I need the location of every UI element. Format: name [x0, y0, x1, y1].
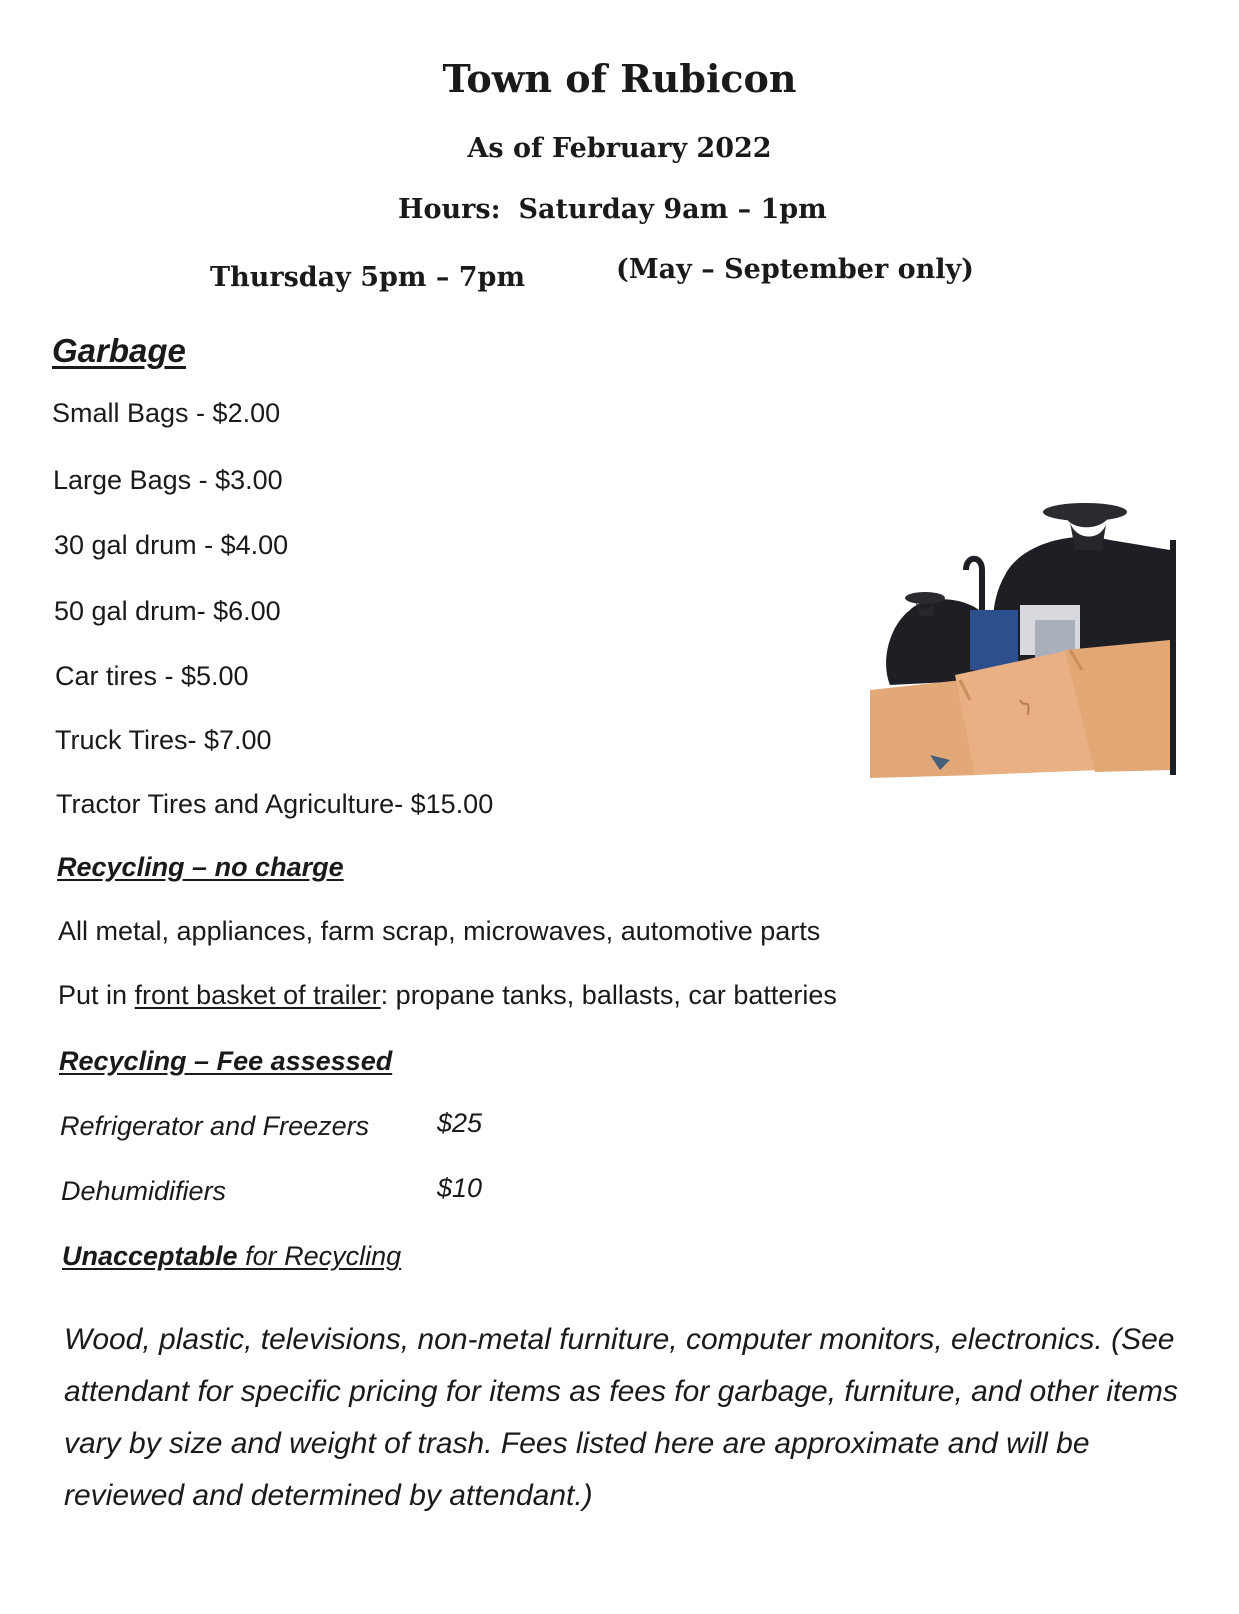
fee-item-price: $10: [437, 1173, 483, 1203]
garbage-item: 30 gal drum - $4.00: [54, 530, 289, 560]
as-of-date: As of February 2022: [467, 133, 772, 164]
hours-saturday: Saturday 9am – 1pm: [518, 194, 827, 225]
recycling-free-line: All metal, appliances, farm scrap, microwaves, automotive parts: [58, 916, 821, 946]
garbage-item: Tractor Tires and Agriculture- $15.00: [56, 789, 494, 819]
unacceptable-heading: [62, 1241, 401, 1272]
basket-items: : propane tanks, ballasts, car batteries: [380, 980, 837, 1010]
garbage-item: 50 gal drum- $6.00: [54, 596, 281, 626]
fee-item-name: Dehumidifiers: [61, 1176, 227, 1206]
basket-location: front basket of trailer: [134, 980, 381, 1010]
hours-label: Hours:: [398, 194, 501, 225]
basket-prefix: Put in: [58, 980, 135, 1010]
unacceptable-heading-bold: Unacceptable: [62, 1241, 238, 1271]
garbage-bags-icon: [870, 500, 1200, 805]
recycling-basket-line: [58, 980, 837, 1011]
fee-item-price: $25: [437, 1108, 483, 1138]
garbage-heading: Garbage: [52, 332, 186, 369]
unacceptable-heading-rest: for Recycling: [237, 1241, 402, 1271]
fee-item-name: Refrigerator and Freezers: [60, 1111, 370, 1141]
garbage-item: Truck Tires- $7.00: [55, 725, 272, 755]
unacceptable-note: Wood, plastic, televisions, non-metal furniture, computer monitors, electronics. (See attendant for specific pricing for items as fees for garbage, furniture, and other items vary by size and weight of trash. Fees listed here are approximate and will be reviewed and determined by attendant.): [64, 1323, 1178, 1512]
hours-thursday: Thursday 5pm – 7pm: [210, 262, 526, 293]
garbage-item: Large Bags - $3.00: [53, 465, 283, 495]
recycling-free-heading: Recycling – no charge: [57, 852, 344, 882]
season-note: (May – September only): [616, 254, 974, 285]
hours-saturday-line: [398, 194, 827, 225]
garbage-item: Car tires - $5.00: [55, 661, 249, 691]
recycling-fee-heading: Recycling – Fee assessed: [59, 1046, 393, 1076]
page-title: Town of Rubicon: [442, 56, 797, 101]
garbage-item: Small Bags - $2.00: [52, 398, 281, 428]
